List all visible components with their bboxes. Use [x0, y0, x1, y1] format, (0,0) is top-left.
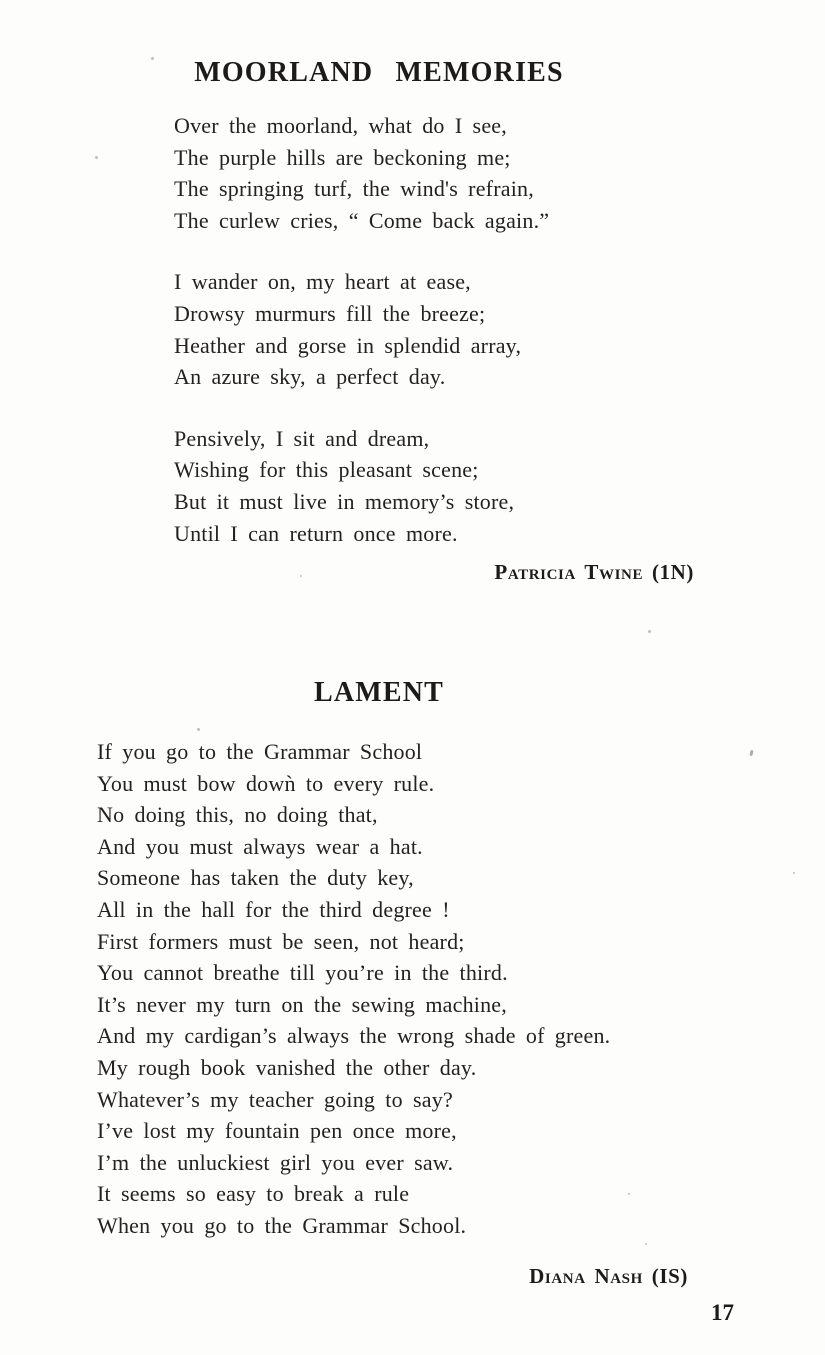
poem-attribution-lament	[529, 1264, 688, 1289]
poem-line: Until I can return once more.	[174, 520, 458, 546]
poem-line: All in the hall for the third degree !	[97, 896, 450, 922]
poem-title-moorland-memories: MOORLAND MEMORIES	[194, 57, 564, 88]
author-form: (1N)	[651, 560, 694, 584]
poem-line: The springing turf, the wind's refrain,	[174, 176, 534, 202]
scan-speck	[95, 156, 98, 159]
poem-line: If you go to the Grammar School	[97, 739, 423, 764]
poem-line: It’s never my turn on the sewing machine,	[97, 991, 507, 1017]
poem-line: I’m the unluckiest girl you ever saw.	[97, 1149, 454, 1175]
page-number: 17	[711, 1300, 734, 1325]
stanza	[174, 110, 549, 236]
stanza	[174, 423, 549, 549]
poem-line: First formers must be seen, not heard;	[97, 928, 465, 954]
poem-body-lament	[97, 736, 610, 1242]
scan-speck	[628, 1193, 630, 1195]
scan-speck	[793, 872, 795, 874]
poem-line: The purple hills are beckoning me;	[174, 144, 511, 170]
scan-speck	[645, 1243, 647, 1245]
poem-line: The curlew cries, “ Come back again.”	[174, 207, 550, 233]
poem-line: Heather and gorse in splendid array,	[174, 332, 522, 358]
poem-line: I wander on, my heart at ease,	[174, 269, 471, 295]
poem-attribution-moorland	[494, 560, 694, 585]
scan-speck	[197, 728, 200, 731]
poem-line: But it must live in memory’s store,	[174, 488, 515, 514]
poem-title-lament: LAMENT	[313, 677, 445, 708]
author-name: Diana Nash	[529, 1264, 643, 1288]
poem-body-moorland-memories	[174, 110, 549, 549]
poem-line: Someone has taken the duty key,	[97, 865, 414, 891]
author-name: Patricia Twine	[494, 560, 644, 584]
poem-line: You must bow dowǹ to every rule.	[97, 770, 435, 796]
poem-line: I’ve lost my fountain pen once more,	[97, 1118, 457, 1144]
poem-line: Pensively, I sit and dream,	[174, 425, 430, 451]
poem-line: Whatever’s my teacher going to say?	[97, 1086, 453, 1112]
scan-speck	[300, 575, 302, 577]
poem-line: Drowsy murmurs fill the breeze;	[174, 300, 486, 326]
scan-speck	[151, 57, 154, 60]
poem-line: No doing this, no doing that,	[97, 802, 378, 828]
poem-line: My rough book vanished the other day.	[97, 1054, 477, 1080]
poem-line: And my cardigan’s always the wrong shade of green.	[97, 1023, 611, 1049]
poem-line: Over the moorland, what do I see,	[174, 113, 507, 138]
poem-line: You cannot breathe till you’re in the third.	[97, 960, 508, 986]
author-form: (IS)	[651, 1264, 688, 1288]
poem-line: Wishing for this pleasant scene;	[174, 457, 479, 483]
poem-line: When you go to the Grammar School.	[97, 1212, 467, 1238]
poem-line: It seems so easy to break a rule	[97, 1181, 410, 1207]
poem-line: An azure sky, a perfect day.	[174, 364, 446, 390]
stanza	[174, 266, 549, 392]
poem-line: And you must always wear a hat.	[97, 833, 423, 859]
scan-speck	[648, 630, 651, 633]
stanza	[97, 736, 610, 1242]
scan-speck	[749, 750, 753, 757]
